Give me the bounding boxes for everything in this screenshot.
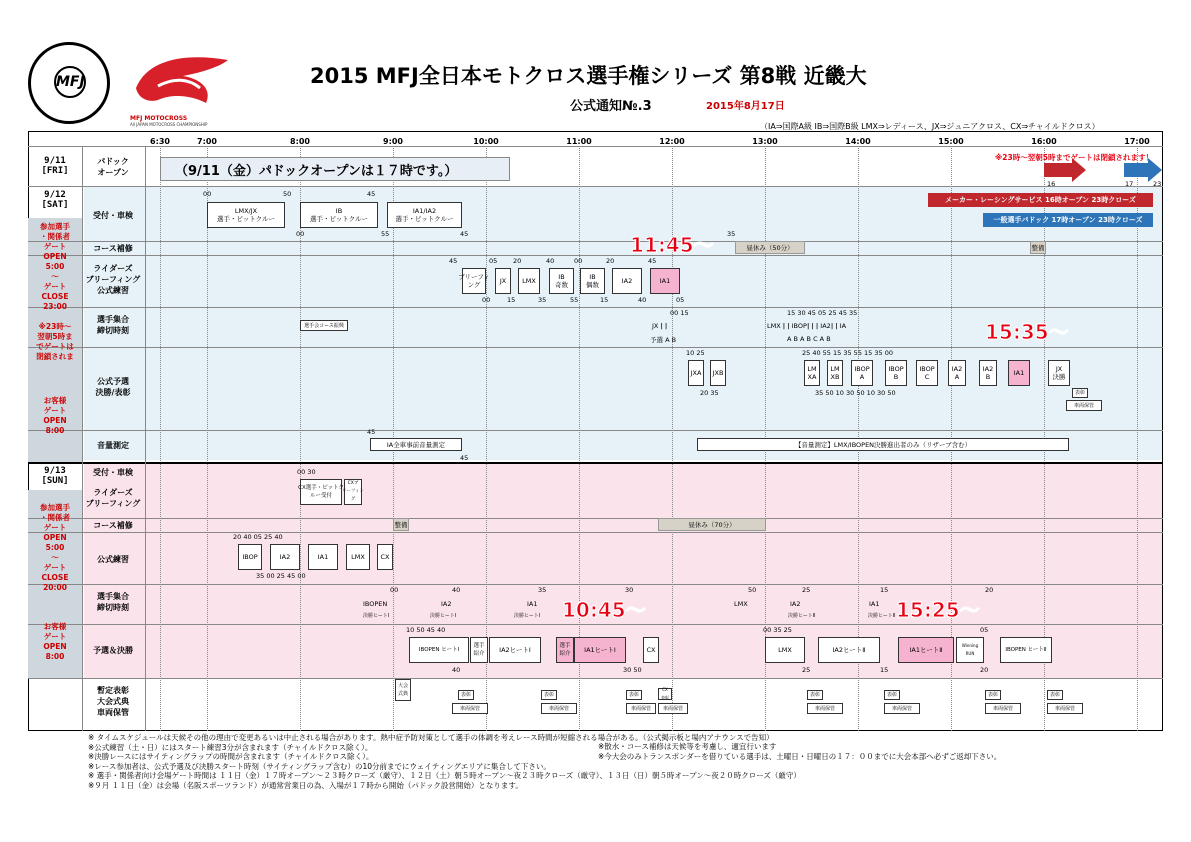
sun-cx-reg: CX選手・ピットク ルー受付 (300, 479, 342, 505)
award-4: 表彰 (807, 690, 823, 700)
class-legend: （IA⇒国際A級 IB⇒国際B級 LMX⇒レディース、JX⇒ジュニアクロス、CX⇒チャイルドクロス） (760, 122, 1100, 131)
logo-caption-small: All JAPAN MOTOCROSS CHAMPIONSHIP (130, 122, 208, 127)
sound-test-ia: IA全車事前音量測定 (370, 438, 462, 451)
tick-0800: 8:00 (290, 137, 310, 146)
tick-1300: 13:00 (752, 137, 778, 146)
practice-jx: JX (495, 268, 511, 294)
race-intro1: 選手 紹介 (470, 637, 488, 663)
sat-gate-closed: ※23時～ 翌朝5時ま でゲートは 閉鎖されま (36, 322, 74, 361)
tick-1400: 14:00 (845, 137, 871, 146)
sun-course-row (28, 518, 1163, 532)
qual-ibop-b: IBOP B (885, 360, 907, 386)
mfj-logo-mark: MFJ (54, 66, 86, 98)
label-sat-course: コース補修 (93, 244, 133, 253)
sun-practice-row (28, 532, 1163, 584)
practice-ib-even: IB 偶数 (580, 268, 605, 294)
qual-ibop-a: IBOP A (851, 360, 873, 386)
sound-test-final: 【音量測定】LMX/IBOPEN決勝進出者のみ（リザーブ含む） (697, 438, 1069, 451)
impound-7: 車両保管 (1047, 703, 1083, 714)
qual-ia2-b: IA2 B (979, 360, 997, 386)
tick-1600: 16:00 (1031, 137, 1057, 146)
tick-1000: 10:00 (473, 137, 499, 146)
day-fri: 9/11 [FRI] (41, 156, 69, 176)
general-paddock-bar: 一般選手パドック 17時オープン 23時クローズ (983, 213, 1153, 227)
qual-ia2-a: IA2 A (948, 360, 966, 386)
sun-visitor-gate: お客様 ゲート OPEN 8:00 (43, 622, 67, 661)
sun-practice-cx: CX (377, 544, 393, 570)
race-ibopen-h1: IBOPEN ヒートⅠ (409, 637, 469, 663)
gate-warning: ※23時～翌朝5時までゲートは閉鎖されます！ (995, 153, 1153, 162)
day-sat: 9/12 [SAT] (41, 190, 69, 210)
opening-ceremony: 大会 式典 (395, 679, 411, 701)
race-intro2: 選手 紹介 (556, 637, 574, 663)
award-cx: CX 表彰 (658, 688, 672, 700)
label-sun-ceremony: 暫定表彰 大会式典 車両保管 (97, 686, 129, 717)
tick-1500: 15:00 (938, 137, 964, 146)
gather-course-event: 選手会コース振興 (300, 320, 348, 331)
sun-practice-ibop: IBOP (238, 544, 262, 570)
tick-0900: 9:00 (383, 137, 403, 146)
practice-lmx: LMX (518, 268, 540, 294)
sun-maintenance: 整備 (393, 518, 409, 531)
sun-lunch: 昼休み（70分） (658, 518, 766, 531)
race-ia1-h1: IA1ヒートⅠ (574, 637, 626, 663)
qual-lmxa: LM XA (804, 360, 820, 386)
sat-lunch: 昼休み（50分） (735, 241, 805, 254)
race-ia2-h2: IA2ヒートⅡ (818, 637, 880, 663)
reg-lmx-jx: LMX/JX 選手・ピットクルー (207, 202, 285, 228)
mfj-motocross-logo (128, 48, 238, 118)
qual-ibop-c: IBOP C (916, 360, 938, 386)
race-lmx: LMX (765, 637, 805, 663)
award-5: 表彰 (884, 690, 900, 700)
label-sat-reg: 受付・車検 (93, 211, 133, 220)
tick-1700: 17:00 (1124, 137, 1150, 146)
page-title: 2015 MFJ全日本モトクロス選手権シリーズ 第8戦 近畿大 (310, 64, 867, 88)
maker-arrow (1044, 163, 1072, 177)
sat-gate-info: 参加選手 ・関係者 ゲート OPEN 5:00 ～ ゲート CLOSE 23:00 (40, 222, 70, 311)
practice-ib-odd: IB 奇数 (549, 268, 574, 294)
qual-jxa: JXA (688, 360, 704, 386)
qual-jxb: JXB (710, 360, 726, 386)
impound-5: 車両保管 (884, 703, 920, 714)
race-winning-run: Winning RUN (956, 637, 984, 663)
sat-course-row (28, 241, 1163, 255)
label-sat-practice: ライダーズ ブリーフィング 公式練習 (85, 264, 141, 295)
qual-lmxb: LM XB (827, 360, 843, 386)
award-7: 表彰 (1047, 690, 1063, 700)
practice-briefing: ブリーフィ ング (462, 268, 486, 294)
highlight-sat-1535: 15:35～ (985, 320, 1069, 344)
notes-right: ※散水・コース補修は天候等を考慮し、適宜行います ※今大会のみトランスポンダーを借りている選手は、土曜日・日曜日の１７：００までに大会本部へ必ずご返却下さい。 (598, 742, 1002, 761)
award-3: 表彰 (626, 690, 642, 700)
impound-3: 車両保管 (626, 703, 656, 714)
impound-cx: 車両保管 (658, 703, 688, 714)
tick-0700: 7:00 (197, 137, 217, 146)
sun-practice-ia2: IA2 (270, 544, 300, 570)
award-1: 表彰 (458, 690, 474, 700)
label-sat-qual: 公式予選 決勝/表彰 (95, 377, 131, 397)
race-ia2-h1: IA2ヒートⅠ (489, 637, 541, 663)
tick-0630: 6:30 (150, 137, 170, 146)
sun-gate-info: 参加選手 ・関係者 ゲート OPEN 5:00 ～ ゲート CLOSE 20:00 (40, 503, 70, 592)
sun-practice-ia1: IA1 (308, 544, 338, 570)
practice-ia2: IA2 (612, 268, 642, 294)
highlight-sun-1525: 15:25～ (896, 598, 980, 622)
impound-1: 車両保管 (452, 703, 488, 714)
sun-reg-row (28, 462, 1163, 518)
practice-ia1: IA1 (650, 268, 680, 294)
race-cx: CX (643, 637, 659, 663)
sun-cx-briefing: CXブ リーフィン グ (344, 479, 362, 505)
sat-award: 表彰 (1072, 388, 1088, 398)
highlight-sun-1045: 10:45～ (562, 598, 646, 622)
race-ibopen-h2: IBOPEN ヒートⅡ (1000, 637, 1052, 663)
label-sun-practice: 公式練習 (97, 555, 129, 564)
maker-service-bar: メーカー・レーシングサービス 16時オープン 23時クローズ (928, 193, 1153, 207)
label-sun-race: 予選＆決勝 (93, 646, 133, 655)
tick-1200: 12:00 (659, 137, 685, 146)
notice-date: 2015年8月17日 (706, 101, 785, 112)
paddock-banner: （9/11（金）パドックオープンは１７時です。） (160, 157, 510, 181)
award-6: 表彰 (985, 690, 1001, 700)
tick-1100: 11:00 (566, 137, 592, 146)
sat-impound: 車両保管 (1066, 400, 1102, 411)
label-sat-gather: 選手集合 締切時刻 (97, 315, 129, 335)
label-sun-reg: 受付・車検 ライダーズ ブリーフィング (85, 468, 141, 508)
label-paddock: パドック オープン (97, 157, 129, 177)
label-sun-gather: 選手集合 締切時刻 (97, 592, 129, 612)
impound-6: 車両保管 (985, 703, 1021, 714)
reg-ia: IA1/IA2 選手・ピットクルー (387, 202, 462, 228)
reg-ib: IB 選手・ピットクルー (300, 202, 378, 228)
logo-caption: MFJ MOTOCROSS (130, 115, 188, 122)
label-sat-sound: 音量測定 (97, 441, 129, 450)
final-jx: JX 決勝 (1048, 360, 1070, 386)
award-2: 表彰 (541, 690, 557, 700)
sat-visitor-gate: お客様 ゲート OPEN 8:00 (43, 396, 67, 435)
impound-4: 車両保管 (807, 703, 843, 714)
qual-ia1: IA1 (1008, 360, 1030, 386)
sat-maintenance: 整備 (1030, 241, 1046, 254)
notes: ※ タイムスケジュールは天候その他の理由で変更あるいは中止される場合があります。熱中症予防対策として選手の体調を考えレース時間が短縮される場合がある。（公式掲示板と場内アナウンスで告知） ※公式練習（土・日）にはスタート練習3分が含まれます（チャイルドクロス除く）。 ※決勝レースにはサイティングラップの時間が含まれます（チャイルドクロス除く）。 ※レース参加者は、公式予選及び決勝スタート時刻（サイティングラップ含む）の10分前までにウェイティングエリアに集合して下さい。 ※ 選手・関係者向け会場ゲート時間は １１日（金）１７時オープン～２３時クローズ（厳守）、１２日（土）朝５時オープン～夜２３時クローズ（厳守）、１３日（日）朝５時オープン～夜２０時クローズ（厳守） ※９月 １１日（金）は会場（名阪スポーツランド）が通常営業日の為、入場が１７時から開始（パドック設営開始）となります。 (88, 733, 801, 790)
day-sun: 9/13 [SUN] (41, 466, 69, 486)
impound-2: 車両保管 (541, 703, 577, 714)
race-ia1-h2: IA1ヒートⅡ (898, 637, 954, 663)
highlight-sat-1145: 11:45～ (630, 233, 714, 257)
sun-practice-lmx: LMX (346, 544, 370, 570)
label-sun-course: コース補修 (93, 521, 133, 530)
notice-number: 公式通知№.3 (570, 99, 652, 114)
